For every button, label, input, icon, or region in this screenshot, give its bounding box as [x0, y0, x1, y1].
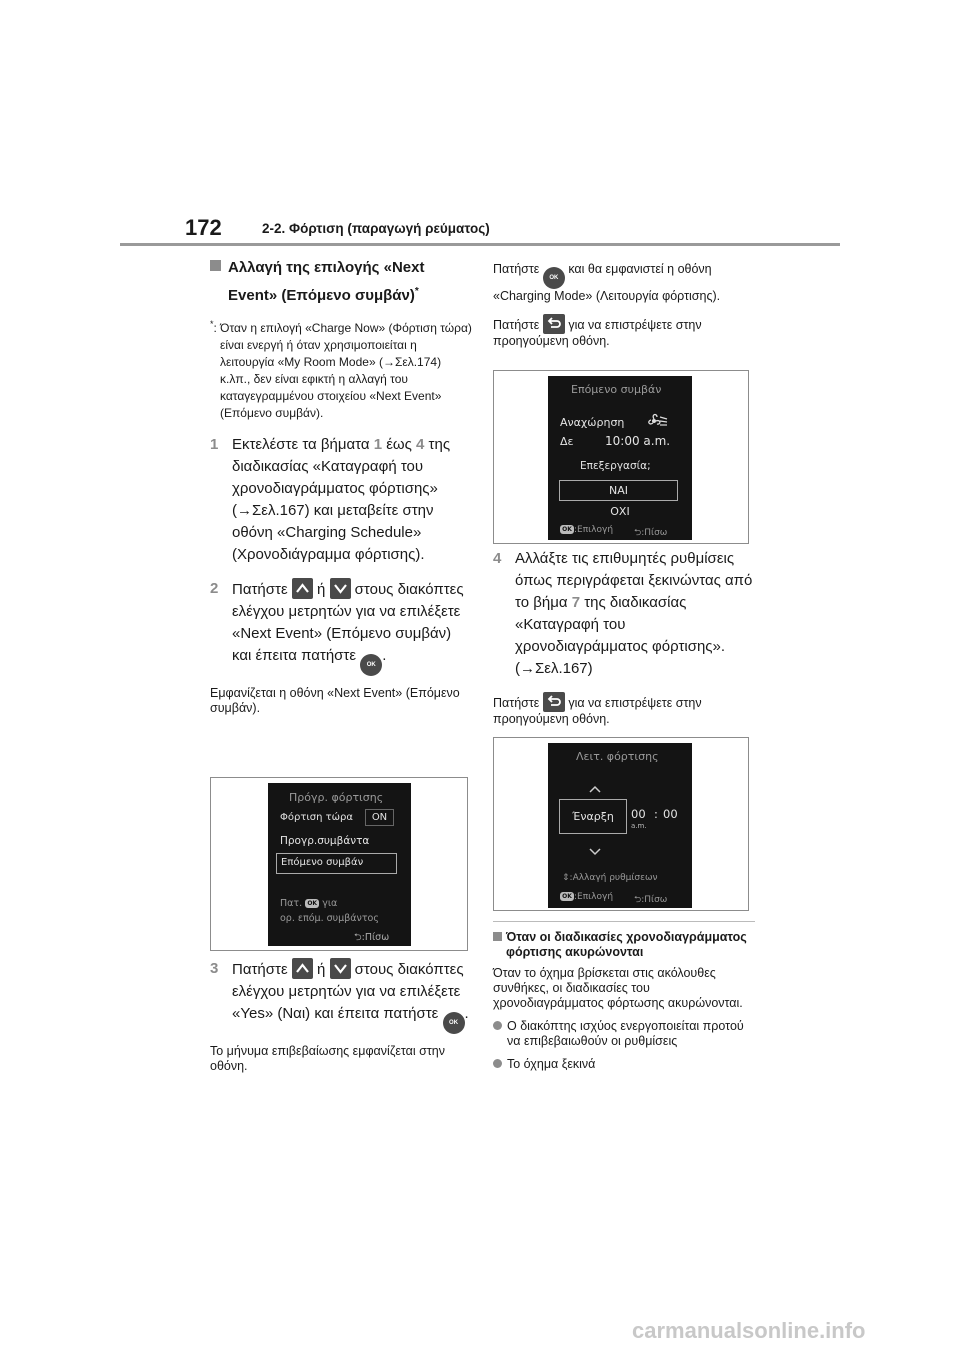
ok-mini-icon: OK	[560, 525, 574, 534]
step1-text-a: Εκτελέστε τα βήματα	[232, 436, 374, 453]
step-ref: 4	[416, 436, 425, 453]
up-arrow-button-icon	[292, 578, 313, 599]
chevron-down-icon	[588, 841, 602, 860]
screen-title: Επόμενο συμβάν	[571, 383, 662, 396]
day-label: Δε	[560, 435, 574, 448]
back-label: :Πίσω	[641, 895, 668, 905]
step-ref: 7	[571, 594, 581, 611]
step-number: 2	[210, 580, 219, 597]
hours-value: 00	[631, 807, 646, 821]
back-button-icon	[543, 314, 565, 334]
back-hint	[634, 892, 667, 908]
step-4	[493, 548, 759, 680]
step-3	[210, 958, 472, 1034]
menu-item-charge-now: Φόρτιση τώρα	[280, 812, 353, 823]
departure-time: 10:00 a.m.	[605, 434, 671, 448]
section-heading	[210, 256, 472, 308]
charging-schedule-screen	[268, 783, 411, 946]
no-option: ΟΧΙ	[610, 505, 630, 518]
ok-button-icon: OK	[443, 1012, 465, 1034]
step2-or: ή	[312, 581, 330, 598]
minutes-value: 00	[663, 807, 678, 821]
left-column-lower	[210, 958, 472, 1074]
charge-now-value: ON	[365, 809, 394, 826]
step4-text-a: Αλλάξτε τις επιθυμητές ρυθμίσεις όπως περιγράφεται ξεκινώντας από το βήμα	[515, 550, 753, 611]
back-hint	[634, 525, 667, 541]
screen-title: Πρόγρ. φόρτισης	[289, 791, 384, 804]
step2-text-a: Πατήστε	[232, 581, 292, 598]
select-label: :Επιλογή	[574, 892, 614, 902]
footnote	[210, 316, 472, 422]
header-rule	[120, 243, 840, 246]
right-para-1	[493, 262, 755, 304]
divider	[493, 921, 755, 922]
p2-b: για να επιστρέψετε στην προηγούμενη οθόνη.	[493, 318, 702, 348]
change-hint	[562, 873, 658, 883]
screen-title: Λειτ. φόρτισης	[576, 750, 659, 763]
ampm-label: a.m.	[631, 822, 647, 830]
step4-text-b: της διαδικασίας «Καταγραφή του χρονοδιαγράμματος φόρτισης». (→Σελ.167)	[515, 594, 726, 677]
footnote-asterisk: *	[210, 319, 214, 329]
heading-asterisk: *	[414, 286, 419, 297]
bullet-item-2	[493, 1057, 755, 1072]
section-title: 2-2. Φόρτιση (παραγωγή ρεύματος)	[262, 221, 490, 236]
bullet-item-1	[493, 1019, 755, 1049]
departure-label: Αναχώρηση	[560, 416, 625, 429]
change-label: :Αλλαγή ρυθμίσεων	[569, 873, 658, 883]
square-bullet-icon	[493, 932, 502, 941]
back-arrow-icon: ⮌	[354, 932, 362, 943]
right-column-top	[493, 262, 755, 349]
yes-option-selected: ΝΑΙ	[559, 480, 678, 501]
step1-text-b: έως	[382, 436, 417, 453]
step3-text-a: Πατήστε	[232, 961, 292, 978]
hint-for: για	[322, 898, 338, 909]
note-step2: Εμφανίζεται η οθόνη «Next Event» (Επόμενο συμβάν).	[210, 686, 460, 715]
hint-line2: ορ. επόμ. συμβάντος	[280, 913, 379, 924]
right-column-bottom	[493, 930, 755, 1072]
square-bullet-icon	[210, 260, 221, 271]
footnote-text: : Όταν η επιλογή «Charge Now» (Φόρτιση τώρα) είναι ενεργή ή όταν χρησιμοποιείται η λειτουργία «My Room Mode» (→Σελ.174) κ.λπ., δεν είναι εφικτή η αλλαγή του καταγεγραμμένου στοιχείου «Next Event» (Επόμενο συμβάν).	[213, 321, 472, 420]
back-button-icon	[543, 692, 565, 712]
back-hint	[354, 930, 389, 946]
bullet2-text: Το όχημα ξεκινά	[507, 1057, 596, 1071]
ok-button-icon: OK	[543, 267, 565, 289]
fan-icon	[648, 413, 668, 433]
hint-line1	[280, 898, 337, 909]
up-arrow-button-icon	[292, 958, 313, 979]
screen-frame-3	[493, 737, 749, 911]
bullet-dot-icon	[493, 1021, 502, 1030]
step-ref: 1	[373, 436, 383, 453]
next-event-screen	[548, 376, 692, 540]
cancel-heading	[493, 930, 755, 960]
step-number: 3	[210, 960, 219, 977]
up-down-arrows-icon: ⇕	[562, 873, 570, 883]
note-step3: Το μήνυμα επιβεβαίωσης εμφανίζεται στην οθόνη.	[210, 1044, 445, 1073]
ok-mini-icon: OK	[305, 899, 319, 908]
step2-end: .	[382, 647, 387, 664]
charging-mode-screen	[548, 743, 692, 908]
step3-text-b: στους διακόπτες ελέγχου μετρητών για να επιλέξετε «Yes» (Ναι) και έπειτα πατήστε	[232, 961, 464, 1022]
down-arrow-button-icon	[330, 578, 351, 599]
right-para-3	[493, 692, 759, 727]
heading-line2: Event» (Επόμενο συμβάν)	[228, 287, 415, 304]
bullet-dot-icon	[493, 1059, 502, 1068]
hint-press: Πατ.	[280, 898, 303, 909]
step-2	[210, 578, 472, 676]
heading-line1: Αλλαγή της επιλογής «Next	[228, 259, 425, 276]
screen-frame-1	[210, 777, 468, 951]
p1-a: Πατήστε	[493, 262, 543, 276]
edit-question: Επεξεργασία;	[580, 460, 651, 472]
step1-text-c: της διαδικασίας «Καταγραφή του χρονοδιαγράμματος φόρτισης» (→Σελ.167) και μεταβείτε στην οθόνη «Charging Schedule» (Χρονοδιάγραμμα φόρτισης).	[232, 436, 451, 563]
select-label: :Επιλογή	[574, 525, 614, 535]
time-colon: :	[654, 807, 658, 821]
ok-mini-icon: OK	[560, 892, 574, 901]
watermark: carmanualsonline.info	[632, 1318, 866, 1343]
p3-b: για να επιστρέψετε στην προηγούμενη οθόνη.	[493, 696, 702, 726]
start-option-selected: Έναρξη	[559, 799, 627, 834]
bullet1-text: Ο διακόπτης ισχύος ενεργοποιείται προτού να επιβεβαιωθούν οι ρυθμίσεις	[507, 1019, 744, 1048]
cancel-para: Όταν το όχημα βρίσκεται στις ακόλουθες συνθήκες, οι διαδικασίες του χρονοδιαγράμματος φόρτωσης ακυρώνονται.	[493, 966, 743, 1010]
page-number: 172	[185, 215, 222, 240]
p1-b: και θα εμφανιστεί η οθόνη «Charging Mode» (Λειτουργία φόρτισης).	[493, 262, 721, 303]
step3-or: ή	[312, 961, 330, 978]
back-arrow-icon: ⮌	[634, 528, 642, 538]
step-1	[210, 434, 472, 566]
cancel-heading-text: Όταν οι διαδικασίες χρονοδιαγράμματος φόρτισης ακυρώνονται	[506, 930, 747, 959]
step2-text-b: στους διακόπτες ελέγχου μετρητών για να επιλέξετε «Next Event» (Επόμενο συμβάν) και έπειτα πατήστε	[232, 581, 464, 664]
p3-a: Πατήστε	[493, 696, 543, 710]
step-number: 1	[210, 436, 219, 453]
chevron-up-icon	[588, 779, 602, 798]
step3-end: .	[464, 1005, 469, 1022]
select-hint	[560, 892, 613, 902]
left-column	[210, 256, 472, 716]
right-column-mid	[493, 548, 759, 727]
ok-button-icon: OK	[360, 654, 382, 676]
screen-frame-2	[493, 370, 749, 544]
back-arrow-icon: ⮌	[634, 895, 642, 905]
menu-item-next-event-selected: Επόμενο συμβάν	[276, 853, 397, 874]
back-label: :Πίσω	[641, 528, 668, 538]
back-label: :Πίσω	[361, 932, 390, 943]
down-arrow-button-icon	[330, 958, 351, 979]
right-para-2	[493, 314, 755, 349]
step-number: 4	[493, 550, 502, 567]
p2-a: Πατήστε	[493, 318, 543, 332]
select-hint	[560, 525, 613, 535]
menu-item-events: Προγρ.συμβάντα	[280, 835, 370, 847]
